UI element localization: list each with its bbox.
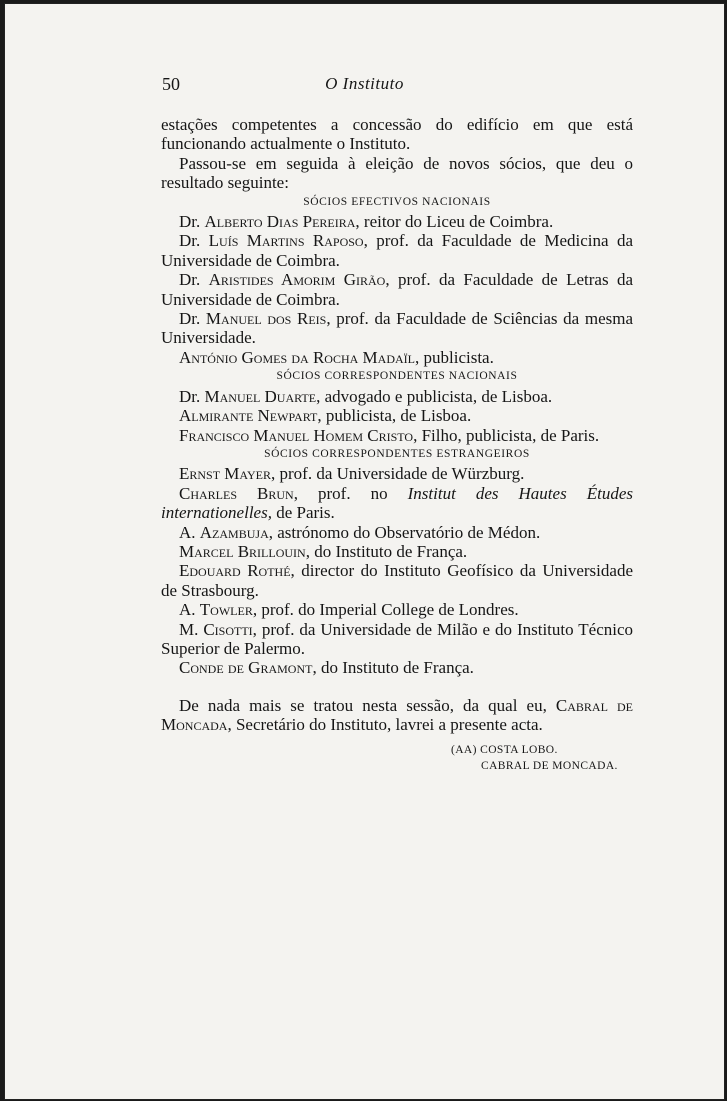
member-entry: Almirante Newpart, publicista, de Lisboa. [179,406,472,426]
member-name: Edouard Rothé [179,561,291,581]
member-name: Manuel Duarte [204,386,317,406]
signature-line: (AA) COSTA LOBO. [451,743,558,756]
member-entry: Francisco Manuel Homem Cristo, Filho, publicista, de Paris. [179,425,600,445]
member-name: Alberto Dias Pereira [204,212,356,232]
member-name: Ernst Mayer [179,464,271,484]
member-list [161,212,633,367]
member-name: Cisotti [203,619,253,639]
intro-paragraph: Passou-se em seguida à eleição de novos sócios, que deu o resultado seguinte: [161,153,633,193]
member-entry: Dr. Manuel dos Reis, prof. da Faculdade de Sciências da mesma Universidade. [161,309,634,348]
member-name: Luís Martins Raposo [208,231,364,251]
member-list [161,464,633,677]
signature-line: CABRAL DE MONCADA. [481,759,618,772]
page-number: 50 [162,74,180,94]
member-entry: M. Cisotti, prof. da Universidade de Milão e do Instituto Técnico Superior de Palermo. [161,619,634,658]
member-name: Azambuja [199,522,269,542]
section-heading: SÓCIOS CORRESPONDENTES ESTRANGEIROS [264,447,530,460]
member-name: Manuel dos Reis [205,309,327,329]
member-entry: Dr. Aristides Amorim Girão, prof. da Faculdade de Letras da Universidade de Coimbra. [161,270,634,309]
member-name: Conde de Gramont [179,658,313,678]
member-name: António Gomes da Rocha Madaïl [179,347,415,367]
member-entry: Charles Brun, prof. no Institut des Hautes Études internationelles, de Paris. [161,483,633,523]
section-heading: SÓCIOS CORRESPONDENTES NACIONAIS [276,370,518,383]
member-entry: Marcel Brillouin, do Instituto de França. [179,541,468,561]
member-entry: António Gomes da Rocha Madaïl, publicista. [179,347,494,367]
member-entry: Conde de Gramont, do Instituto de França. [179,658,474,678]
closing-paragraph: De nada mais se tratou nesta sessão, da qual eu, Cabral de Moncada, Secretário do Instituto, lavrei a presente acta. [161,695,633,735]
section-heading: SÓCIOS EFECTIVOS NACIONAIS [303,195,491,208]
member-name: Aristides Amorim Girão [208,270,386,290]
institution-title: Institut des Hautes Études internationelles, [161,483,633,523]
member-name: Marcel Brillouin [179,541,306,561]
member-name: Francisco Manuel Homem Cristo [179,425,414,445]
page-header [5,74,724,98]
member-name: Almirante Newpart [179,406,318,426]
member-entry: Dr. Manuel Duarte, advogado e publicista, de Lisboa. [179,386,553,406]
member-entry: Edouard Rothé, director do Instituto Geofísico da Universidade de Strasbourg. [161,561,633,600]
member-name: Towler [199,600,253,620]
member-entry: Ernst Mayer, prof. da Universidade de Würzburg. [179,464,525,484]
running-title: O Instituto [325,74,404,93]
signature-block [161,742,633,774]
member-entry: Dr. Luís Martins Raposo, prof. da Faculdade de Medicina da Universidade de Coimbra. [161,231,633,270]
member-entry: A. Azambuja, astrónomo do Observatório de Médon. [179,522,541,542]
member-entry: A. Towler, prof. do Imperial College de Londres. [179,600,519,620]
page [4,3,725,1100]
member-entry: Dr. Alberto Dias Pereira, reitor do Liceu de Coimbra. [179,212,554,232]
page-body [161,115,633,774]
secretary-name: Cabral de Moncada [161,695,633,735]
member-list [161,387,633,445]
intro-paragraph: estações competentes a concessão do edifício em que está funcionando actualmente o Instituto. [161,115,633,154]
member-name: Charles Brun [179,483,294,503]
